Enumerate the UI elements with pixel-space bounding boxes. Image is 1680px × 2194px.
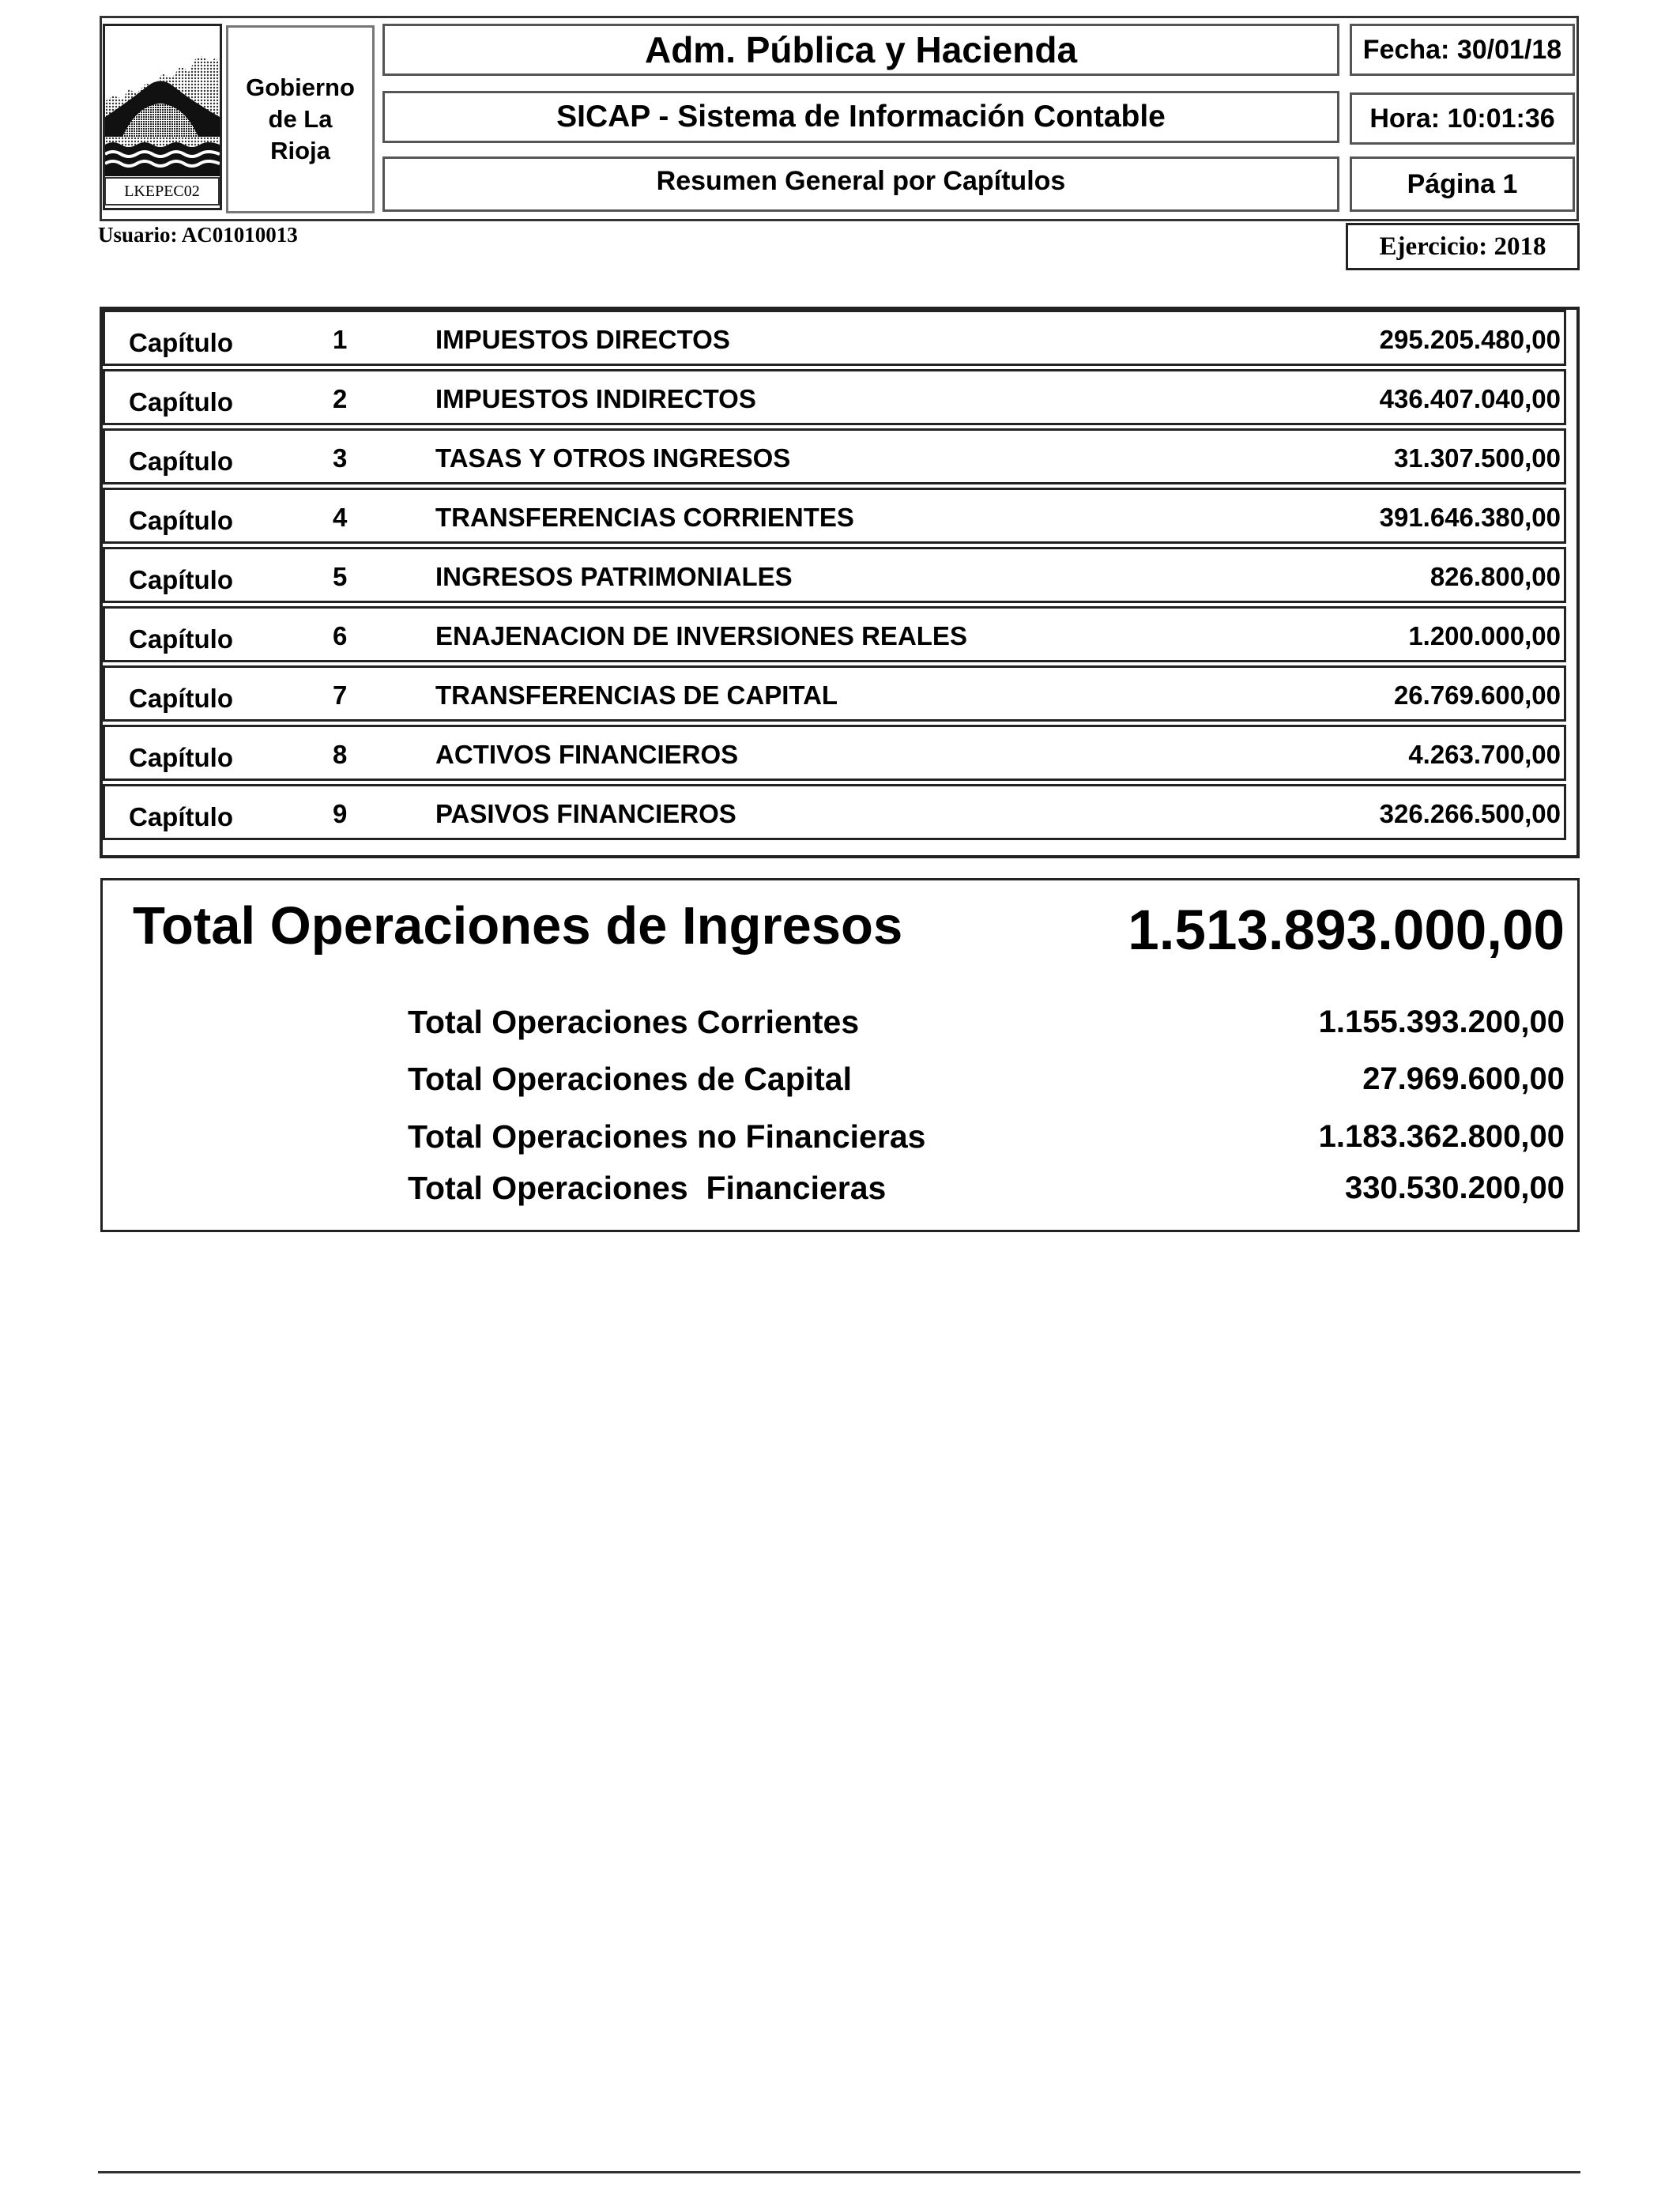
government-name-line: Rioja <box>270 137 330 164</box>
government-name-line: Gobierno <box>246 74 355 101</box>
chapter-number: 3 <box>333 443 348 473</box>
chapter-amount: 31.307.500,00 <box>1393 443 1561 473</box>
chapter-name: PASIVOS FINANCIEROS <box>435 799 736 828</box>
chapter-amount: 1.200.000,00 <box>1408 621 1561 650</box>
chapter-number: 1 <box>333 325 348 354</box>
table-row <box>103 784 1566 840</box>
subtotal-value: 1.183.362.800,00 <box>1318 1119 1565 1154</box>
chapter-label: Capítulo <box>129 743 233 772</box>
chapter-amount: 26.769.600,00 <box>1393 680 1561 710</box>
page-number: Página 1 <box>1350 156 1575 212</box>
chapter-label: Capítulo <box>129 684 233 713</box>
chapter-label: Capítulo <box>129 624 233 654</box>
table-row <box>103 725 1566 781</box>
subtotal-value: 330.530.200,00 <box>1344 1171 1565 1205</box>
footer-divider <box>98 2171 1580 2173</box>
date-field: Fecha: 30/01/18 <box>1350 24 1575 76</box>
report-title: Resumen General por Capítulos <box>382 156 1339 212</box>
table-row <box>103 665 1566 722</box>
chapter-name: TRANSFERENCIAS CORRIENTES <box>435 503 854 532</box>
department-title: Adm. Pública y Hacienda <box>382 24 1339 76</box>
chapter-label: Capítulo <box>129 565 233 594</box>
chapter-amount: 436.407.040,00 <box>1379 384 1561 413</box>
table-row <box>103 428 1566 484</box>
chapter-number: 2 <box>333 384 348 413</box>
table-row <box>103 547 1566 603</box>
table-row <box>103 488 1566 544</box>
subtotal-value: 27.969.600,00 <box>1362 1061 1565 1096</box>
chapter-name: TRANSFERENCIAS DE CAPITAL <box>435 680 838 710</box>
chapter-name: TASAS Y OTROS INGRESOS <box>435 443 791 473</box>
chapter-amount: 4.263.700,00 <box>1408 740 1561 769</box>
chapter-number: 5 <box>333 562 348 591</box>
chapter-name: INGRESOS PATRIMONIALES <box>435 562 793 591</box>
system-title: SICAP - Sistema de Información Contable <box>382 91 1339 143</box>
time-field: Hora: 10:01:36 <box>1350 92 1575 145</box>
chapter-number: 8 <box>333 740 348 769</box>
chapter-label: Capítulo <box>129 328 233 357</box>
chapter-name: IMPUESTOS DIRECTOS <box>435 325 730 354</box>
chapter-number: 7 <box>333 680 348 710</box>
chapter-amount: 391.646.380,00 <box>1379 503 1561 532</box>
chapter-amount: 295.205.480,00 <box>1379 325 1561 354</box>
subtotal-label: Total Operaciones no Financieras <box>408 1118 926 1155</box>
chapter-name: IMPUESTOS INDIRECTOS <box>435 384 756 413</box>
chapter-label: Capítulo <box>129 802 233 831</box>
user-id: Usuario: AC01010013 <box>98 223 298 247</box>
subtotal-label: Total Operaciones Financieras <box>408 1170 887 1206</box>
table-row <box>103 369 1566 425</box>
chapter-label: Capítulo <box>129 506 233 535</box>
report-code: LKEPEC02 <box>104 177 220 205</box>
chapter-name: ENAJENACION DE INVERSIONES REALES <box>435 621 967 650</box>
table-row <box>103 606 1566 662</box>
grand-total-value: 1.513.893.000,00 <box>1128 899 1565 962</box>
chapter-amount: 326.266.500,00 <box>1379 799 1561 828</box>
chapter-name: ACTIVOS FINANCIEROS <box>435 740 739 769</box>
government-name-line: de La <box>268 105 333 133</box>
government-name <box>226 25 375 213</box>
table-row <box>103 310 1566 366</box>
subtotal-label: Total Operaciones de Capital <box>408 1061 852 1097</box>
chapter-number: 9 <box>333 799 348 828</box>
grand-total-label: Total Operaciones de Ingresos <box>133 896 903 956</box>
chapter-number: 6 <box>333 621 348 650</box>
subtotal-label: Total Operaciones Corrientes <box>408 1004 860 1040</box>
chapter-amount: 826.800,00 <box>1430 562 1561 591</box>
chapter-number: 4 <box>333 503 348 532</box>
chapter-label: Capítulo <box>129 447 233 476</box>
fiscal-year: Ejercicio: 2018 <box>1346 223 1580 270</box>
subtotal-value: 1.155.393.200,00 <box>1318 1005 1565 1039</box>
bridge-logo-icon <box>105 26 220 176</box>
chapter-label: Capítulo <box>129 387 233 417</box>
